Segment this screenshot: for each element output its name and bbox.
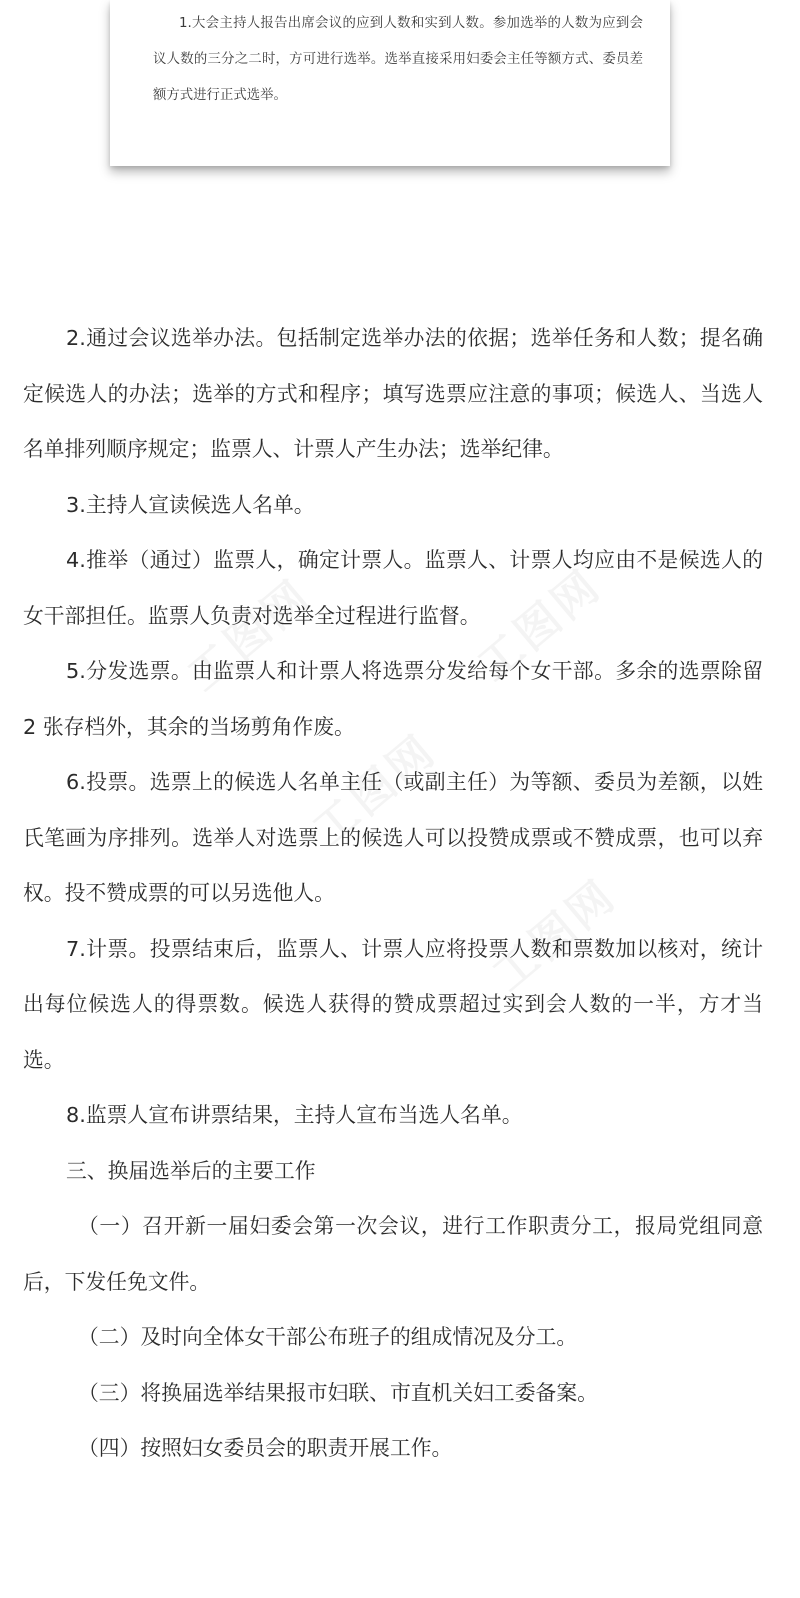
paragraph-read-candidates: 3.主持人宣读候选人名单。 — [66, 492, 315, 517]
paragraph-item-4: （四）按照妇女委员会的职责开展工作。 — [78, 1436, 453, 1460]
paragraph-election-method: 2.通过会议选举办法。包括制定选举办法的依据；选举任务和人数；提名确定候选人的办法；选举的方式和程序；填写选票应注意的事项；候选人、当选人名单排列顺序规定；监票人、计票人产生办法；选举纪律。 — [23, 326, 763, 461]
paragraph-announce-results: 8.监票人宣布讲票结果，主持人宣布当选人名单。 — [66, 1103, 523, 1127]
document-preview-card — [110, 0, 670, 166]
preview-paragraph: 1.大会主持人报告出席会议的应到人数和实到人数。参加选举的人数为应到会议人数的三分之二时，方可进行选举。选举直接采用妇委会主任等额方式、委员差额方式进行正式选举。 — [153, 16, 643, 103]
paragraph-item-1: （一）召开新一届妇委会第一次会议，进行工作职责分工，报局党组同意后，下发任免文件。 — [23, 1214, 763, 1294]
paragraph-distribute-ballots: 5.分发选票。由监票人和计票人将选票分发给每个女干部。多余的选票除留2 张存档外，其余的当场剪角作废。 — [23, 659, 763, 739]
paragraph-item-2: （二）及时向全体女干部公布班子的组成情况及分工。 — [78, 1325, 578, 1349]
paragraph-counting: 7.计票。投票结束后，监票人、计票人应将投票人数和票数加以核对，统计出每位候选人的得票数。候选人获得的赞成票超过实到会人数的一半，方才当选。 — [23, 936, 763, 1072]
document-body — [23, 311, 763, 1477]
paragraph-item-3: （三）将换届选举结果报市妇联、市直机关妇工委备案。 — [78, 1380, 598, 1405]
section-heading: 三、换届选举后的主要工作 — [66, 1158, 316, 1183]
paragraph-scrutineers: 4.推举（通过）监票人，确定计票人。监票人、计票人均应由不是候选人的女干部担任。监票人负责对选举全过程进行监督。 — [23, 548, 763, 628]
paragraph-voting: 6.投票。选票上的候选人名单主任（或副主任）为等额、委员为差额，以姓氏笔画为序排列。选举人对选票上的候选人可以投赞成票或不赞成票，也可以弃权。投不赞成票的可以另选他人。 — [23, 770, 763, 905]
